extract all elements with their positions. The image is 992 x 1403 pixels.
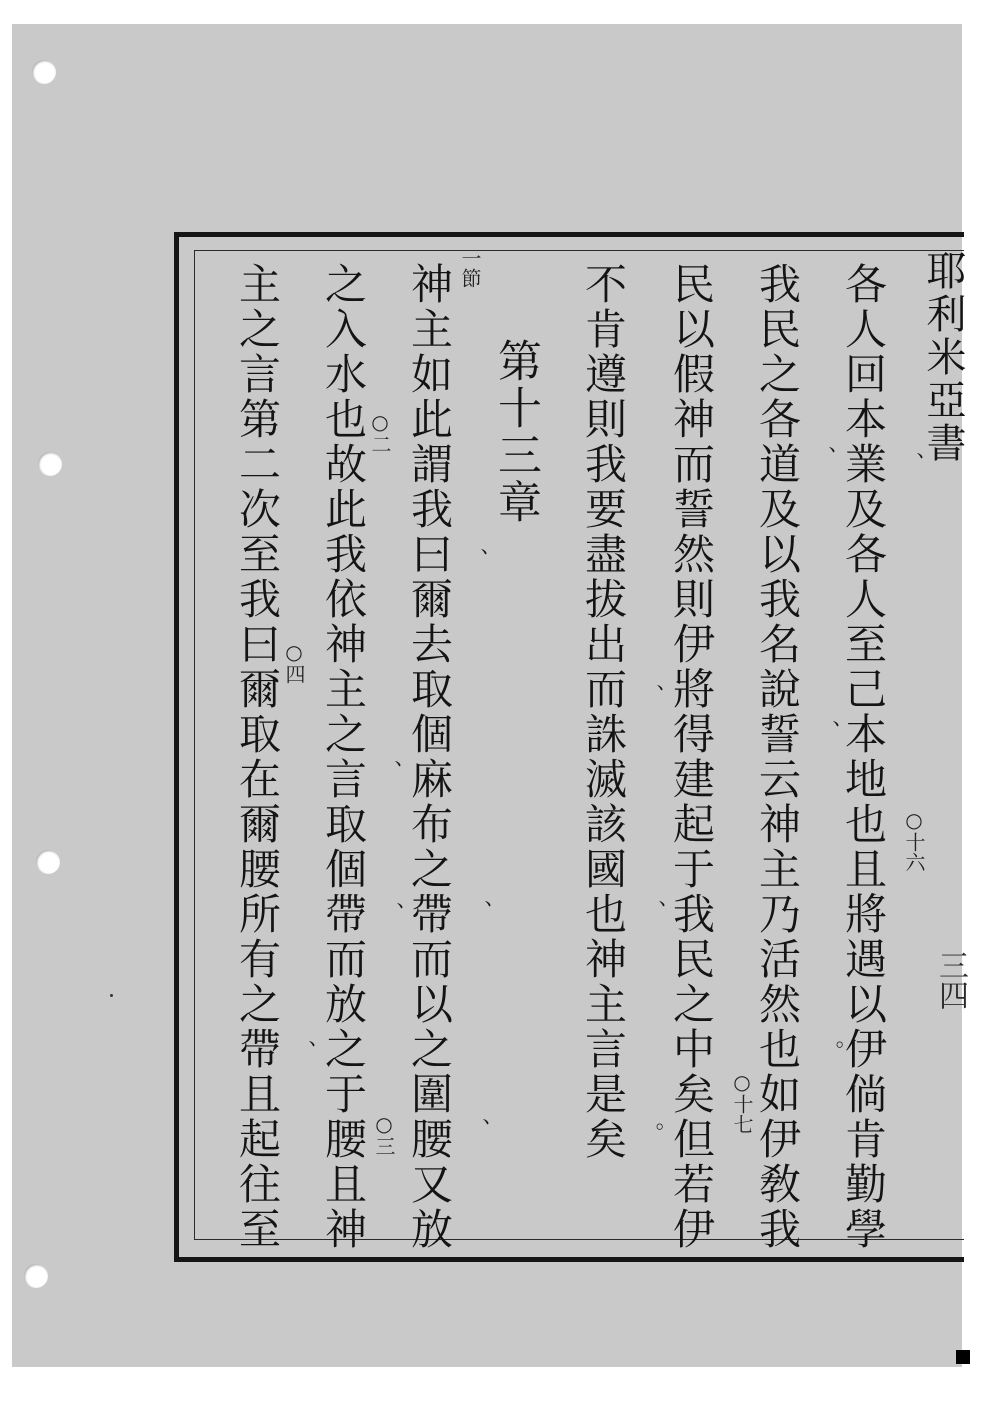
- book-title: 耶利米亞書: [920, 250, 966, 465]
- text-column-8: 主之言第二次至我曰爾取在爾腰所有之帶且起往至: [233, 262, 282, 1252]
- punctuation-mark: 、: [467, 900, 492, 922]
- punctuation-mark: 、: [639, 684, 664, 706]
- punctuation-mark: 、: [377, 760, 402, 782]
- chapter-heading: 第十三章: [490, 338, 541, 526]
- binder-hole: [36, 850, 60, 874]
- punctuation-mark: 。: [639, 1122, 664, 1144]
- punctuation-mark: 、: [815, 720, 840, 742]
- punctuation-mark: 、: [379, 902, 404, 924]
- binder-hole: [38, 452, 62, 476]
- verse-marker-1: 一節: [458, 248, 482, 288]
- verse-marker-16: ○十六: [902, 808, 926, 872]
- speck: [110, 994, 113, 997]
- verse-marker-17: ○十七: [730, 1070, 754, 1134]
- text-column-2: 我民之各道及以我名說誓云神主乃活然也如伊敎我: [753, 262, 802, 1252]
- scan-edge-mark: [956, 1350, 970, 1364]
- binder-hole: [24, 1264, 48, 1288]
- verse-marker-4: ○四: [282, 640, 306, 684]
- punctuation-mark: 。: [819, 1040, 844, 1062]
- page-number: 三四: [933, 950, 968, 1010]
- text-column-3: 民以假神而誓然則伊將得建起于我民之中矣但若伊: [667, 262, 716, 1252]
- verse-marker-3: ○三: [372, 1112, 396, 1156]
- punctuation-mark: 、: [465, 1118, 490, 1140]
- text-column-6: 神主如此謂我曰爾去取個麻布之帶而以之圍腰又放: [405, 262, 454, 1252]
- punctuation-mark: 、: [291, 1040, 316, 1062]
- verse-marker-2: ○二: [368, 410, 392, 454]
- text-column-4: 不肯遵則我要盡拔出而誅滅該國也神主言是矣: [579, 262, 628, 1162]
- binder-hole: [32, 60, 56, 84]
- text-column-1: 各人回本業及各人至己本地也且將遇以伊倘肯勤學: [839, 262, 888, 1252]
- punctuation-mark: 、: [899, 452, 924, 474]
- punctuation-mark: 、: [811, 446, 836, 468]
- punctuation-mark: 、: [641, 900, 666, 922]
- punctuation-mark: 、: [463, 548, 488, 570]
- text-column-7: 之入水也故此我依神主之言取個帶而放之于腰且神: [319, 262, 368, 1252]
